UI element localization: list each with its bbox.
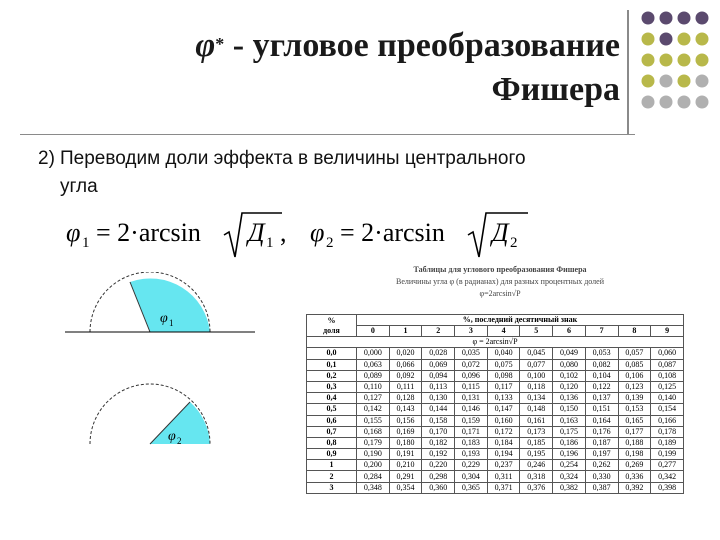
table-header-row-1 — [307, 315, 684, 326]
decorative-dot — [660, 12, 673, 25]
angle-diagram-2 — [60, 380, 260, 450]
table-cell: 0,143 — [389, 404, 422, 415]
title-line-2: Фишера — [491, 71, 620, 108]
diagram-phi-2-subscript: 2 — [177, 436, 182, 446]
table-cell: 0,069 — [422, 359, 455, 370]
row-label: 0,4 — [307, 393, 357, 404]
header-digit: 1 — [389, 326, 422, 337]
row-label: 0,1 — [307, 359, 357, 370]
table-cell: 0,082 — [585, 359, 618, 370]
table-cell: 0,298 — [422, 471, 455, 482]
table-cell: 0,063 — [357, 359, 390, 370]
table-cell: 0,000 — [357, 348, 390, 359]
decorative-dot-grid — [640, 10, 710, 115]
header-last-digit: %, последний десятичный знак — [357, 315, 684, 326]
decorative-dot — [642, 75, 655, 88]
table-cell: 0,188 — [618, 437, 651, 448]
decorative-dot — [642, 54, 655, 67]
table-cell: 0,183 — [455, 437, 488, 448]
table-cell: 0,200 — [357, 460, 390, 471]
table-cell: 0,131 — [455, 393, 488, 404]
table-cell: 0,060 — [651, 348, 684, 359]
table-cell: 0,336 — [618, 471, 651, 482]
header-digit: 0 — [357, 326, 390, 337]
row-label: 2 — [307, 471, 357, 482]
table-cell: 0,155 — [357, 415, 390, 426]
table-caption-1: Таблицы для углового преобразования Фишера — [413, 265, 587, 274]
decorative-dot — [678, 75, 691, 88]
table-cell: 0,020 — [389, 348, 422, 359]
table-cell: 0,196 — [553, 449, 586, 460]
table-cell: 0,382 — [553, 482, 586, 493]
angle-diagram-1 — [60, 272, 260, 342]
table-cell: 0,085 — [618, 359, 651, 370]
point-number: 2) — [38, 148, 55, 169]
table-cell: 0,262 — [585, 460, 618, 471]
decorative-dot — [678, 96, 691, 109]
table-cell: 0,193 — [455, 449, 488, 460]
table-cell: 0,330 — [585, 471, 618, 482]
table-cell: 0,304 — [455, 471, 488, 482]
table-cell: 0,324 — [553, 471, 586, 482]
table-cell: 0,354 — [389, 482, 422, 493]
fisher-formula — [66, 205, 546, 265]
table-cell: 0,151 — [585, 404, 618, 415]
table-cell: 0,127 — [357, 393, 390, 404]
table-row — [307, 381, 684, 392]
diagram-phi-1: φ — [160, 311, 168, 326]
table-cell: 0,189 — [651, 437, 684, 448]
table-cell: 0,096 — [455, 370, 488, 381]
table-cell: 0,066 — [389, 359, 422, 370]
table-cell: 0,184 — [487, 437, 520, 448]
decorative-dot — [660, 33, 673, 46]
table-cell: 0,176 — [585, 426, 618, 437]
decorative-dot — [696, 75, 709, 88]
formula-phi-1-subscript: 1 — [82, 235, 90, 251]
table-cell: 0,139 — [618, 393, 651, 404]
formula-comma: , — [280, 218, 287, 247]
slide-title — [60, 24, 620, 112]
table-cell: 0,165 — [618, 415, 651, 426]
table-cell: 0,053 — [585, 348, 618, 359]
table-cell: 0,376 — [520, 482, 553, 493]
row-label: 0,8 — [307, 437, 357, 448]
title-phi-symbol: φ — [195, 27, 216, 64]
table-cell: 0,191 — [389, 449, 422, 460]
table-cell: 0,102 — [553, 370, 586, 381]
table-cell: 0,229 — [455, 460, 488, 471]
table-row — [307, 415, 684, 426]
table-row — [307, 482, 684, 493]
table-cell: 0,171 — [455, 426, 488, 437]
table-row — [307, 437, 684, 448]
table-cell: 0,146 — [455, 404, 488, 415]
table-cell: 0,166 — [651, 415, 684, 426]
table-cell: 0,180 — [389, 437, 422, 448]
table-cell: 0,348 — [357, 482, 390, 493]
header-digit: 8 — [618, 326, 651, 337]
table-cell: 0,159 — [455, 415, 488, 426]
table-cell: 0,192 — [422, 449, 455, 460]
table-cell: 0,195 — [520, 449, 553, 460]
row-label: 3 — [307, 482, 357, 493]
table-caption-2: Величины угла φ (в радианах) для разных процентных долей — [396, 277, 604, 286]
table-cell: 0,130 — [422, 393, 455, 404]
table-row — [307, 449, 684, 460]
divider-vertical — [627, 10, 629, 134]
table-cell: 0,106 — [618, 370, 651, 381]
decorative-dot — [696, 96, 709, 109]
table-cell: 0,100 — [520, 370, 553, 381]
table-cell: 0,194 — [487, 449, 520, 460]
decorative-dot — [696, 12, 709, 25]
table-cell: 0,057 — [618, 348, 651, 359]
table-cell: 0,311 — [487, 471, 520, 482]
table-row — [307, 359, 684, 370]
formula-phi-1: φ — [66, 218, 81, 247]
table-cell: 0,164 — [585, 415, 618, 426]
table-cell: 0,092 — [389, 370, 422, 381]
formula-phi-2-subscript: 2 — [326, 235, 334, 251]
table-cell: 0,040 — [487, 348, 520, 359]
table-cell: 0,089 — [357, 370, 390, 381]
header-digit: 2 — [422, 326, 455, 337]
table-cell: 0,220 — [422, 460, 455, 471]
table-cell: 0,148 — [520, 404, 553, 415]
table-row — [307, 471, 684, 482]
table-cell: 0,173 — [520, 426, 553, 437]
table-cell: 0,360 — [422, 482, 455, 493]
table-cell: 0,182 — [422, 437, 455, 448]
table-cell: 0,156 — [389, 415, 422, 426]
decorative-dot — [696, 33, 709, 46]
formula-radicand-2: Д — [492, 218, 509, 247]
table-cell: 0,284 — [357, 471, 390, 482]
row-label: 0,0 — [307, 348, 357, 359]
table-cell: 0,210 — [389, 460, 422, 471]
header-digit: 9 — [651, 326, 684, 337]
table-cell: 0,108 — [651, 370, 684, 381]
table-row — [307, 404, 684, 415]
row-label: 0,7 — [307, 426, 357, 437]
formula-eq-2: = 2·arcsin — [340, 218, 445, 247]
decorative-dot — [642, 96, 655, 109]
table-formula-row — [307, 337, 684, 348]
header-percent: % доля — [307, 315, 357, 337]
table-cell: 0,077 — [520, 359, 553, 370]
table-cell: 0,277 — [651, 460, 684, 471]
row-label: 0,3 — [307, 381, 357, 392]
table-cell: 0,392 — [618, 482, 651, 493]
table-cell: 0,110 — [357, 381, 390, 392]
table-cell: 0,111 — [389, 381, 422, 392]
formula-row-cell: φ = 2arcsin√P — [307, 337, 684, 348]
header-digit: 6 — [553, 326, 586, 337]
table-cell: 0,035 — [455, 348, 488, 359]
header-digit: 5 — [520, 326, 553, 337]
table-cell: 0,186 — [553, 437, 586, 448]
fisher-table — [306, 314, 684, 494]
formula-radicand-1-subscript: 1 — [266, 235, 274, 251]
table-cell: 0,150 — [553, 404, 586, 415]
table-cell: 0,117 — [487, 381, 520, 392]
point-line-2: угла — [60, 176, 98, 197]
table-cell: 0,144 — [422, 404, 455, 415]
divider-horizontal — [20, 134, 635, 135]
table-cell: 0,246 — [520, 460, 553, 471]
table-cell: 0,237 — [487, 460, 520, 471]
table-row — [307, 426, 684, 437]
table-cell: 0,087 — [651, 359, 684, 370]
table-cell: 0,153 — [618, 404, 651, 415]
table-cell: 0,190 — [357, 449, 390, 460]
table-cell: 0,080 — [553, 359, 586, 370]
table-cell: 0,172 — [487, 426, 520, 437]
table-cell: 0,075 — [487, 359, 520, 370]
table-caption-3: φ=2arcsin√P — [479, 289, 521, 298]
row-label: 0,5 — [307, 404, 357, 415]
title-superscript: * — [215, 34, 225, 54]
decorative-dot — [660, 75, 673, 88]
table-cell: 0,387 — [585, 482, 618, 493]
table-cell: 0,254 — [553, 460, 586, 471]
row-label: 0,6 — [307, 415, 357, 426]
table-cell: 0,098 — [487, 370, 520, 381]
header-digit: 7 — [585, 326, 618, 337]
table-header-digits — [307, 326, 684, 337]
table-cell: 0,072 — [455, 359, 488, 370]
table-cell: 0,179 — [357, 437, 390, 448]
row-label: 0,9 — [307, 449, 357, 460]
diagram-phi-2: φ — [168, 429, 176, 444]
table-cell: 0,094 — [422, 370, 455, 381]
table-row — [307, 393, 684, 404]
title-line1-text: - угловое преобразование — [224, 27, 620, 64]
table-cell: 0,318 — [520, 471, 553, 482]
table-cell: 0,371 — [487, 482, 520, 493]
table-cell: 0,128 — [389, 393, 422, 404]
table-cell: 0,120 — [553, 381, 586, 392]
table-cell: 0,140 — [651, 393, 684, 404]
decorative-dot — [642, 12, 655, 25]
decorative-dot — [696, 54, 709, 67]
bullet-point-2 — [38, 145, 658, 201]
formula-radicand-1: Д — [248, 218, 265, 247]
table-cell: 0,269 — [618, 460, 651, 471]
table-cell: 0,198 — [618, 449, 651, 460]
table-cell: 0,104 — [585, 370, 618, 381]
decorative-dot — [660, 96, 673, 109]
table-cell: 0,398 — [651, 482, 684, 493]
table-cell: 0,175 — [553, 426, 586, 437]
diagram-phi-1-subscript: 1 — [169, 318, 174, 328]
decorative-dot — [642, 33, 655, 46]
table-cell: 0,142 — [357, 404, 390, 415]
row-label: 0,2 — [307, 370, 357, 381]
table-cell: 0,342 — [651, 471, 684, 482]
table-cell: 0,028 — [422, 348, 455, 359]
table-cell: 0,177 — [618, 426, 651, 437]
table-cell: 0,168 — [357, 426, 390, 437]
header-digit: 3 — [455, 326, 488, 337]
formula-phi-2: φ — [310, 218, 325, 247]
table-cell: 0,199 — [651, 449, 684, 460]
table-cell: 0,115 — [455, 381, 488, 392]
row-label: 1 — [307, 460, 357, 471]
table-cell: 0,118 — [520, 381, 553, 392]
table-cell: 0,169 — [389, 426, 422, 437]
table-row — [307, 370, 684, 381]
table-cell: 0,154 — [651, 404, 684, 415]
table-cell: 0,137 — [585, 393, 618, 404]
table-cell: 0,160 — [487, 415, 520, 426]
decorative-dot — [678, 54, 691, 67]
table-cell: 0,122 — [585, 381, 618, 392]
table-cell: 0,158 — [422, 415, 455, 426]
decorative-dot — [678, 33, 691, 46]
table-cell: 0,291 — [389, 471, 422, 482]
table-cell: 0,170 — [422, 426, 455, 437]
formula-eq-1: = 2·arcsin — [96, 218, 201, 247]
table-cell: 0,133 — [487, 393, 520, 404]
table-cell: 0,134 — [520, 393, 553, 404]
table-cell: 0,178 — [651, 426, 684, 437]
table-cell: 0,161 — [520, 415, 553, 426]
table-cell: 0,125 — [651, 381, 684, 392]
table-cell: 0,197 — [585, 449, 618, 460]
table-cell: 0,045 — [520, 348, 553, 359]
decorative-dot — [678, 12, 691, 25]
title-line-1 — [60, 24, 620, 68]
table-cell: 0,123 — [618, 381, 651, 392]
table-cell: 0,365 — [455, 482, 488, 493]
table-cell: 0,113 — [422, 381, 455, 392]
decorative-dot — [660, 54, 673, 67]
table-cell: 0,136 — [553, 393, 586, 404]
table-cell: 0,163 — [553, 415, 586, 426]
table-row — [307, 348, 684, 359]
point-line-1: Переводим доли эффекта в величины центрального — [60, 148, 526, 169]
table-row — [307, 460, 684, 471]
header-digit: 4 — [487, 326, 520, 337]
formula-radicand-2-subscript: 2 — [510, 235, 518, 251]
table-cell: 0,185 — [520, 437, 553, 448]
table-cell: 0,187 — [585, 437, 618, 448]
table-cell: 0,147 — [487, 404, 520, 415]
table-cell: 0,049 — [553, 348, 586, 359]
